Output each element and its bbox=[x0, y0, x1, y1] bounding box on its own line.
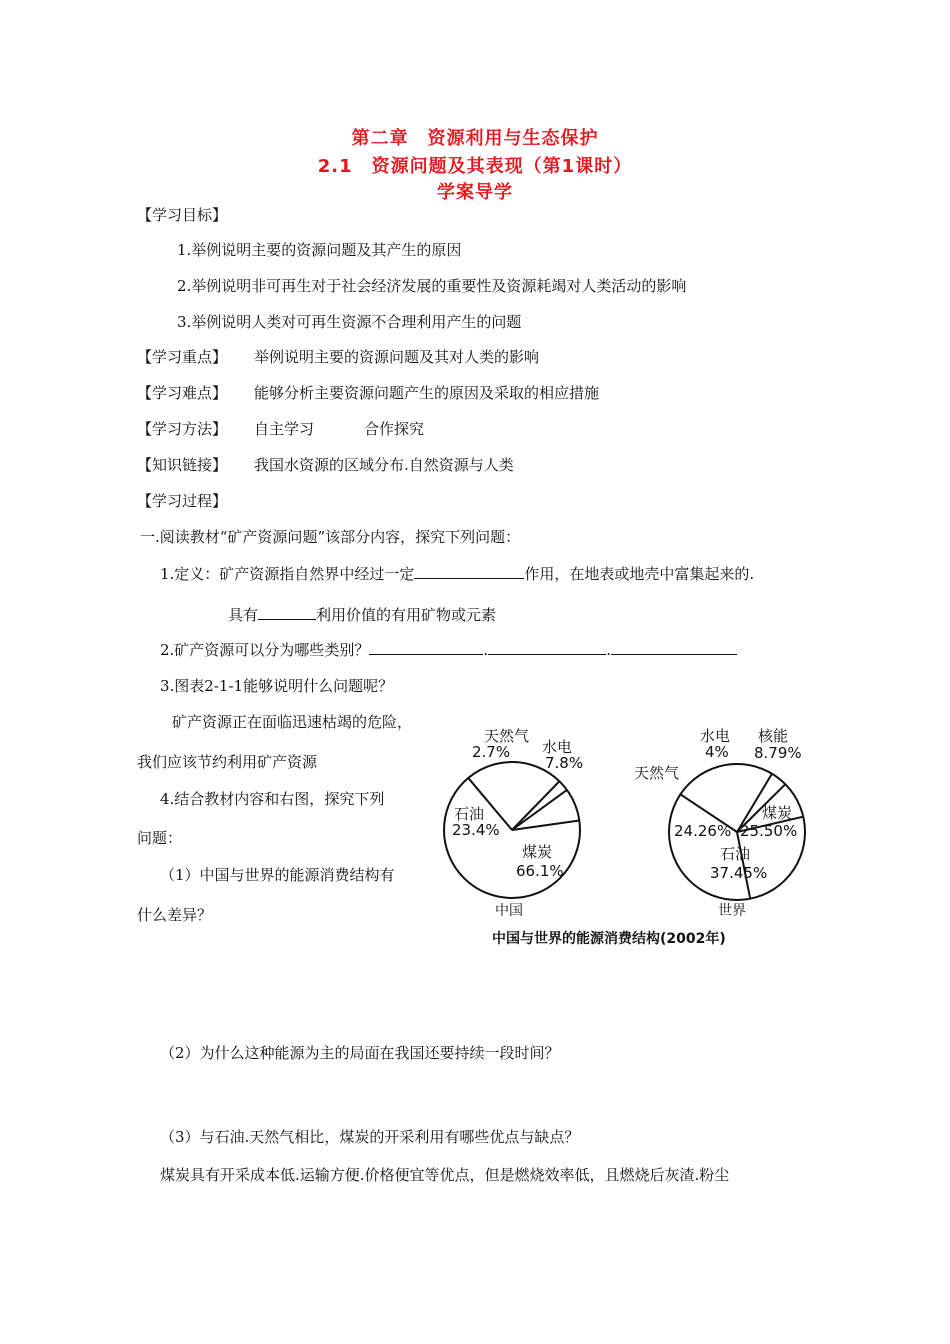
answer-blank[interactable] bbox=[611, 640, 737, 655]
objectives-label: 【学习目标】 bbox=[137, 206, 228, 224]
objective-item: 2.举例说明非可再生对于社会经济发展的重要性及资源耗竭对人类活动的影响 bbox=[177, 277, 687, 295]
objective-item: 3.举例说明人类对可再生资源不合理利用产生的问题 bbox=[177, 313, 522, 331]
label-china-gas-name: 天然气 bbox=[484, 727, 530, 745]
difficulties-text: 能够分析主要资源问题产生的原因及采取的相应措施 bbox=[254, 384, 600, 402]
label-world-coal-name: 煤炭 bbox=[762, 804, 793, 822]
answer-blank[interactable] bbox=[369, 640, 483, 655]
chapter-title: 第二章 资源利用与生态保护 bbox=[351, 128, 599, 149]
question-1-cont bbox=[228, 604, 496, 625]
label-world-nuclear-value: 8.79% bbox=[754, 744, 802, 762]
label-china-oil-value: 23.4% bbox=[452, 821, 500, 839]
methods-text-2: 合作探究 bbox=[364, 420, 425, 438]
process-intro: 一.阅读教材“矿产资源问题”该部分内容，探究下列问题： bbox=[140, 528, 521, 546]
answer-3-line-1: 矿产资源正在面临迅速枯竭的危险， bbox=[172, 713, 413, 731]
question-1 bbox=[160, 563, 754, 584]
label-world-gas-value: 24.26% bbox=[674, 822, 732, 840]
question-2 bbox=[160, 639, 737, 660]
chart-caption: 中国与世界的能源消费结构(2002年) bbox=[492, 931, 726, 947]
question-4-line-1: 4.结合教材内容和右图，探究下列 bbox=[160, 790, 385, 808]
key-points-label: 【学习重点】 bbox=[137, 348, 228, 366]
answer-3-line-2: 我们应该节约利用矿产资源 bbox=[137, 753, 318, 771]
separator: . bbox=[606, 641, 611, 659]
key-points-text: 举例说明主要的资源问题及其对人类的影响 bbox=[254, 348, 540, 366]
question-4-2: （2）为什么这种能源为主的局面在我国还要持续一段时间？ bbox=[160, 1044, 560, 1062]
question-4-line-2: 问题： bbox=[137, 829, 183, 847]
process-label: 【学习过程】 bbox=[137, 492, 228, 510]
question-1-part-b: 作用，在地表或地壳中富集起来的. bbox=[524, 565, 755, 583]
links-label: 【知识链接】 bbox=[137, 456, 228, 474]
answer-blank[interactable] bbox=[414, 564, 524, 579]
methods-label: 【学习方法】 bbox=[137, 420, 228, 438]
question-1-part-d: 利用价值的有用矿物或元素 bbox=[316, 606, 497, 624]
objective-item: 1.举例说明主要的资源问题及其产生的原因 bbox=[177, 241, 462, 259]
methods-text-1: 自主学习 bbox=[254, 420, 315, 438]
label-china-hydro-value: 7.8% bbox=[545, 754, 584, 772]
label-china-hydro-name: 水电 bbox=[542, 738, 573, 756]
answer-blank[interactable] bbox=[258, 605, 316, 620]
pie-slice-boundary-gas bbox=[512, 781, 559, 830]
section-title: 2.1 资源问题及其表现（第1课时） bbox=[317, 156, 633, 177]
label-world-gas-name: 天然气 bbox=[634, 764, 680, 782]
label-world-oil-value: 37.45% bbox=[710, 864, 768, 882]
question-4-1-line-1: （1）中国与世界的能源消费结构有 bbox=[160, 866, 395, 884]
question-1-part-c: 具有 bbox=[228, 606, 259, 624]
label-world-oil-name: 石油 bbox=[720, 845, 751, 863]
links-text: 我国水资源的区域分布.自然资源与人类 bbox=[254, 456, 514, 474]
label-world-coal-value: 25.50% bbox=[740, 822, 798, 840]
question-4-3: （3）与石油.天然气相比，煤炭的开采利用有哪些优点与缺点？ bbox=[160, 1128, 580, 1146]
label-world-nuclear-name: 核能 bbox=[758, 727, 789, 745]
separator: . bbox=[483, 641, 489, 659]
label-china-coal-name: 煤炭 bbox=[522, 843, 553, 861]
label-china-coal-value: 66.1% bbox=[516, 862, 564, 880]
question-4-1-line-2: 什么差异？ bbox=[137, 906, 213, 924]
question-3: 3.图表2-1-1能够说明什么问题呢？ bbox=[160, 677, 394, 695]
answer-blank[interactable] bbox=[488, 640, 606, 655]
label-china-oil-name: 石油 bbox=[454, 805, 485, 823]
question-1-part-a: 1.定义：矿产资源指自然界中经过一定 bbox=[160, 565, 415, 583]
label-china-gas-value: 2.7% bbox=[472, 743, 511, 761]
label-world-hydro-value: 4% bbox=[705, 743, 729, 761]
question-2-text: 2.矿产资源可以分为哪些类别？ bbox=[160, 641, 370, 659]
answer-4-3: 煤炭具有开采成本低.运输方便.价格便宜等优点，但是燃烧效率低，且燃烧后灰渣.粉尘 bbox=[160, 1166, 730, 1184]
china-title: 中国 bbox=[495, 903, 523, 919]
world-title: 世界 bbox=[718, 903, 746, 919]
guide-title: 学案导学 bbox=[437, 182, 513, 203]
label-world-hydro-name: 水电 bbox=[700, 727, 731, 745]
difficulties-label: 【学习难点】 bbox=[137, 384, 228, 402]
energy-charts bbox=[440, 715, 830, 955]
